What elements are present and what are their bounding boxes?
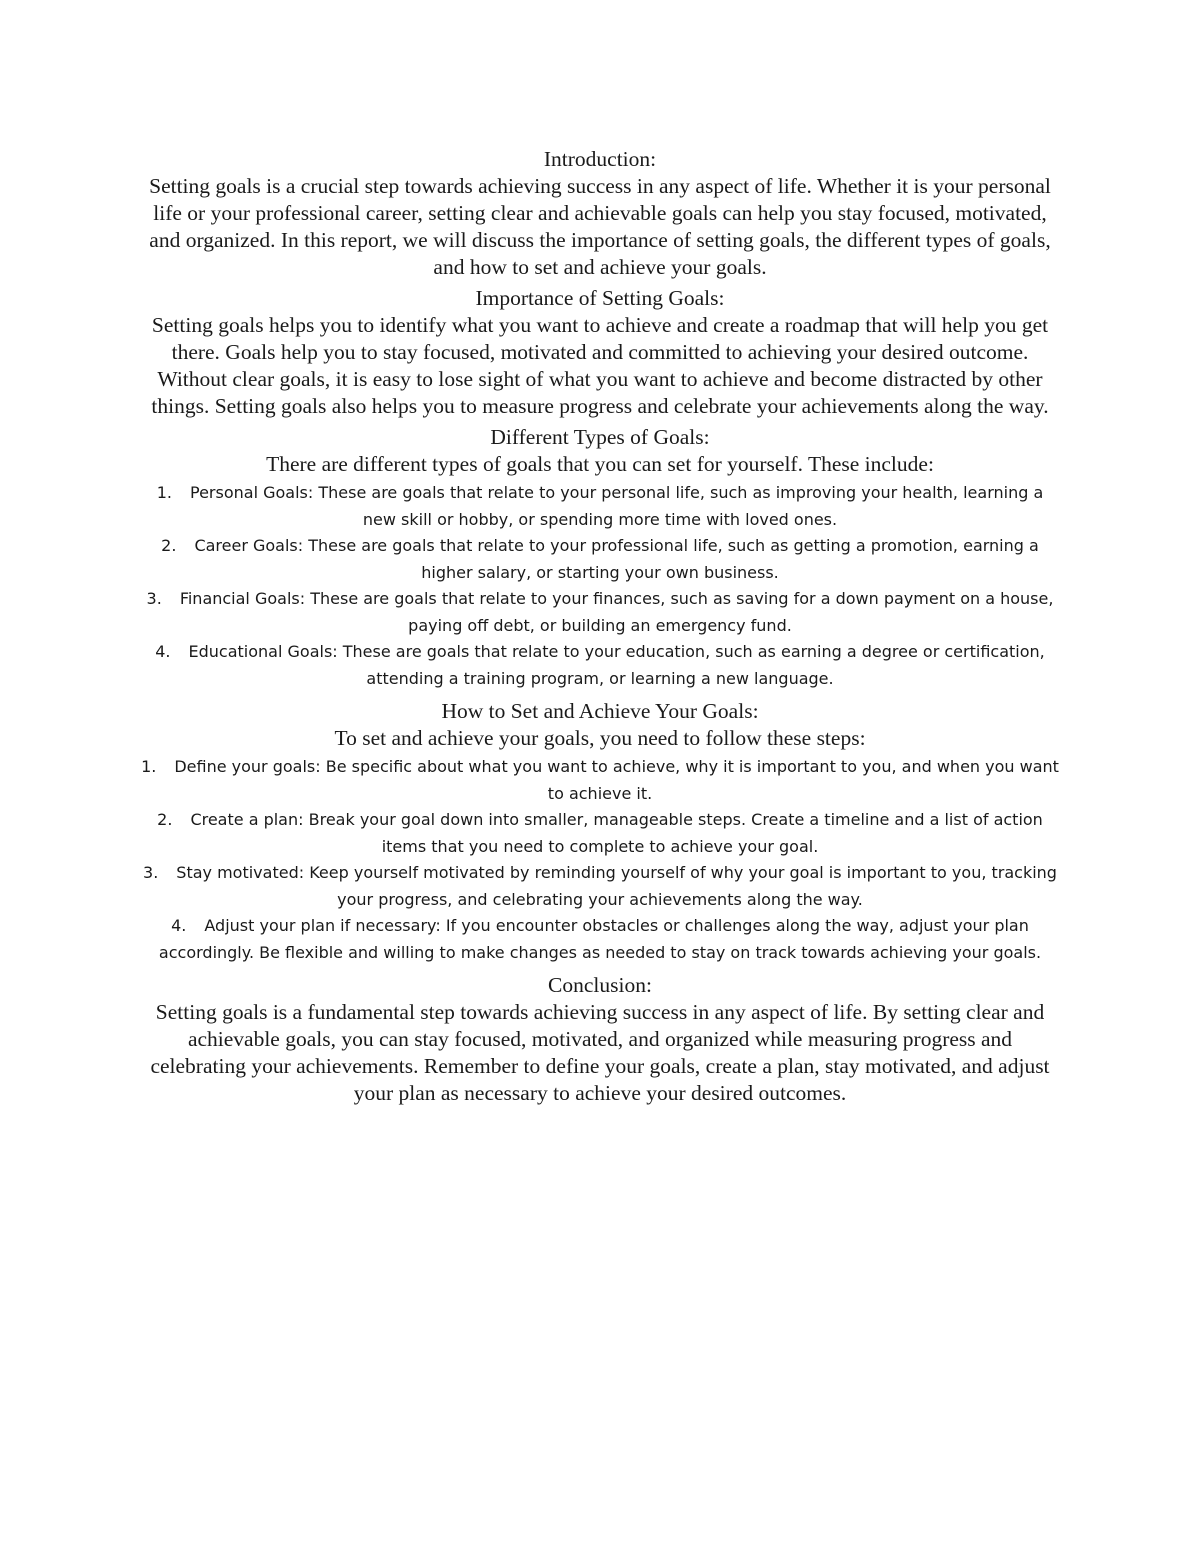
list-number: 1. [141,757,157,776]
list-item [140,754,1060,807]
list-number: 3. [143,863,159,882]
list-item [140,913,1060,966]
list-text: Keep yourself motivated by reminding yourself of why your goal is important to you, tracking your progress, and celebrating your achievements along the way. [309,863,1057,909]
list-term: Stay motivated: [176,863,305,882]
howto-heading: How to Set and Achieve Your Goals: [441,699,759,723]
list-term: Financial Goals: [179,589,306,608]
conclusion-paragraph: Setting goals is a fundamental step towards achieving success in any aspect of life. By setting clear and achievable goals, you can stay focused, motivated, and organized while measuring progress and celebrating your achievements. Remember to define your goals, create a plan, stay motivated, and adjust your plan as necessary to achieve your desired outcomes. [150,1000,1050,1105]
list-number: 1. [156,483,172,502]
list-text: Break your goal down into smaller, manageable steps. Create a timeline and a list of action items that you need to complete to achieve your goal. [308,810,1043,856]
goal-types-list [140,480,1060,692]
types-heading: Different Types of Goals: [490,425,710,449]
list-item [140,533,1060,586]
conclusion-heading: Conclusion: [548,973,652,997]
list-term: Create a plan: [190,810,304,829]
list-text: These are goals that relate to your education, such as earning a degree or certification, attending a training program, or learning a new language. [342,642,1045,688]
list-term: Adjust your plan if necessary: [204,916,441,935]
list-number: 3. [146,589,162,608]
list-term: Define your goals: [174,757,321,776]
list-number: 4. [155,642,171,661]
importance-heading: Importance of Setting Goals: [475,286,725,310]
intro-paragraph: Setting goals is a crucial step towards achieving success in any aspect of life. Whether it is your personal life or your professional career, setting clear and achievable goals can help you stay focused, motivated, and organized. In this report, we will discuss the importance of setting goals, the different types of goals, and how to set and achieve your goals. [149,174,1051,279]
steps-list [140,754,1060,966]
list-term: Educational Goals: [188,642,338,661]
list-text: These are goals that relate to your finances, such as saving for a down payment on a house, paying off debt, or building an emergency fund. [310,589,1054,635]
list-number: 4. [171,916,187,935]
list-item [140,860,1060,913]
list-text: These are goals that relate to your professional life, such as getting a promotion, earning a higher salary, or starting your own business. [308,536,1039,582]
list-item [140,807,1060,860]
importance-paragraph: Setting goals helps you to identify what you want to achieve and create a roadmap that will help you get there. Goals help you to stay focused, motivated and committed to achieving your desired outcome. Without clear goals, it is easy to lose sight of what you want to achieve and become distracted by other things. Setting goals also helps you to measure progress and celebrate your achievements along the way. [151,313,1049,418]
list-text: These are goals that relate to your personal life, such as improving your health, learning a new skill or hobby, or spending more time with loved ones. [318,483,1044,529]
list-term: Career Goals: [194,536,304,555]
list-number: 2. [161,536,177,555]
list-number: 2. [157,810,173,829]
list-item [140,586,1060,639]
list-text: If you encounter obstacles or challenges along the way, adjust your plan accordingly. Be flexible and willing to make changes as needed to stay on track towards achieving your goals. [158,916,1042,962]
intro-heading: Introduction: [543,147,657,171]
document-page [140,146,1060,1111]
list-term: Personal Goals: [190,483,314,502]
list-text: Be specific about what you want to achieve, why it is important to you, and when you want to achieve it. [325,757,1059,803]
list-item [140,480,1060,533]
types-intro: There are different types of goals that you can set for yourself. These include: [266,452,934,476]
howto-intro: To set and achieve your goals, you need to follow these steps: [334,726,866,750]
list-item [140,639,1060,692]
